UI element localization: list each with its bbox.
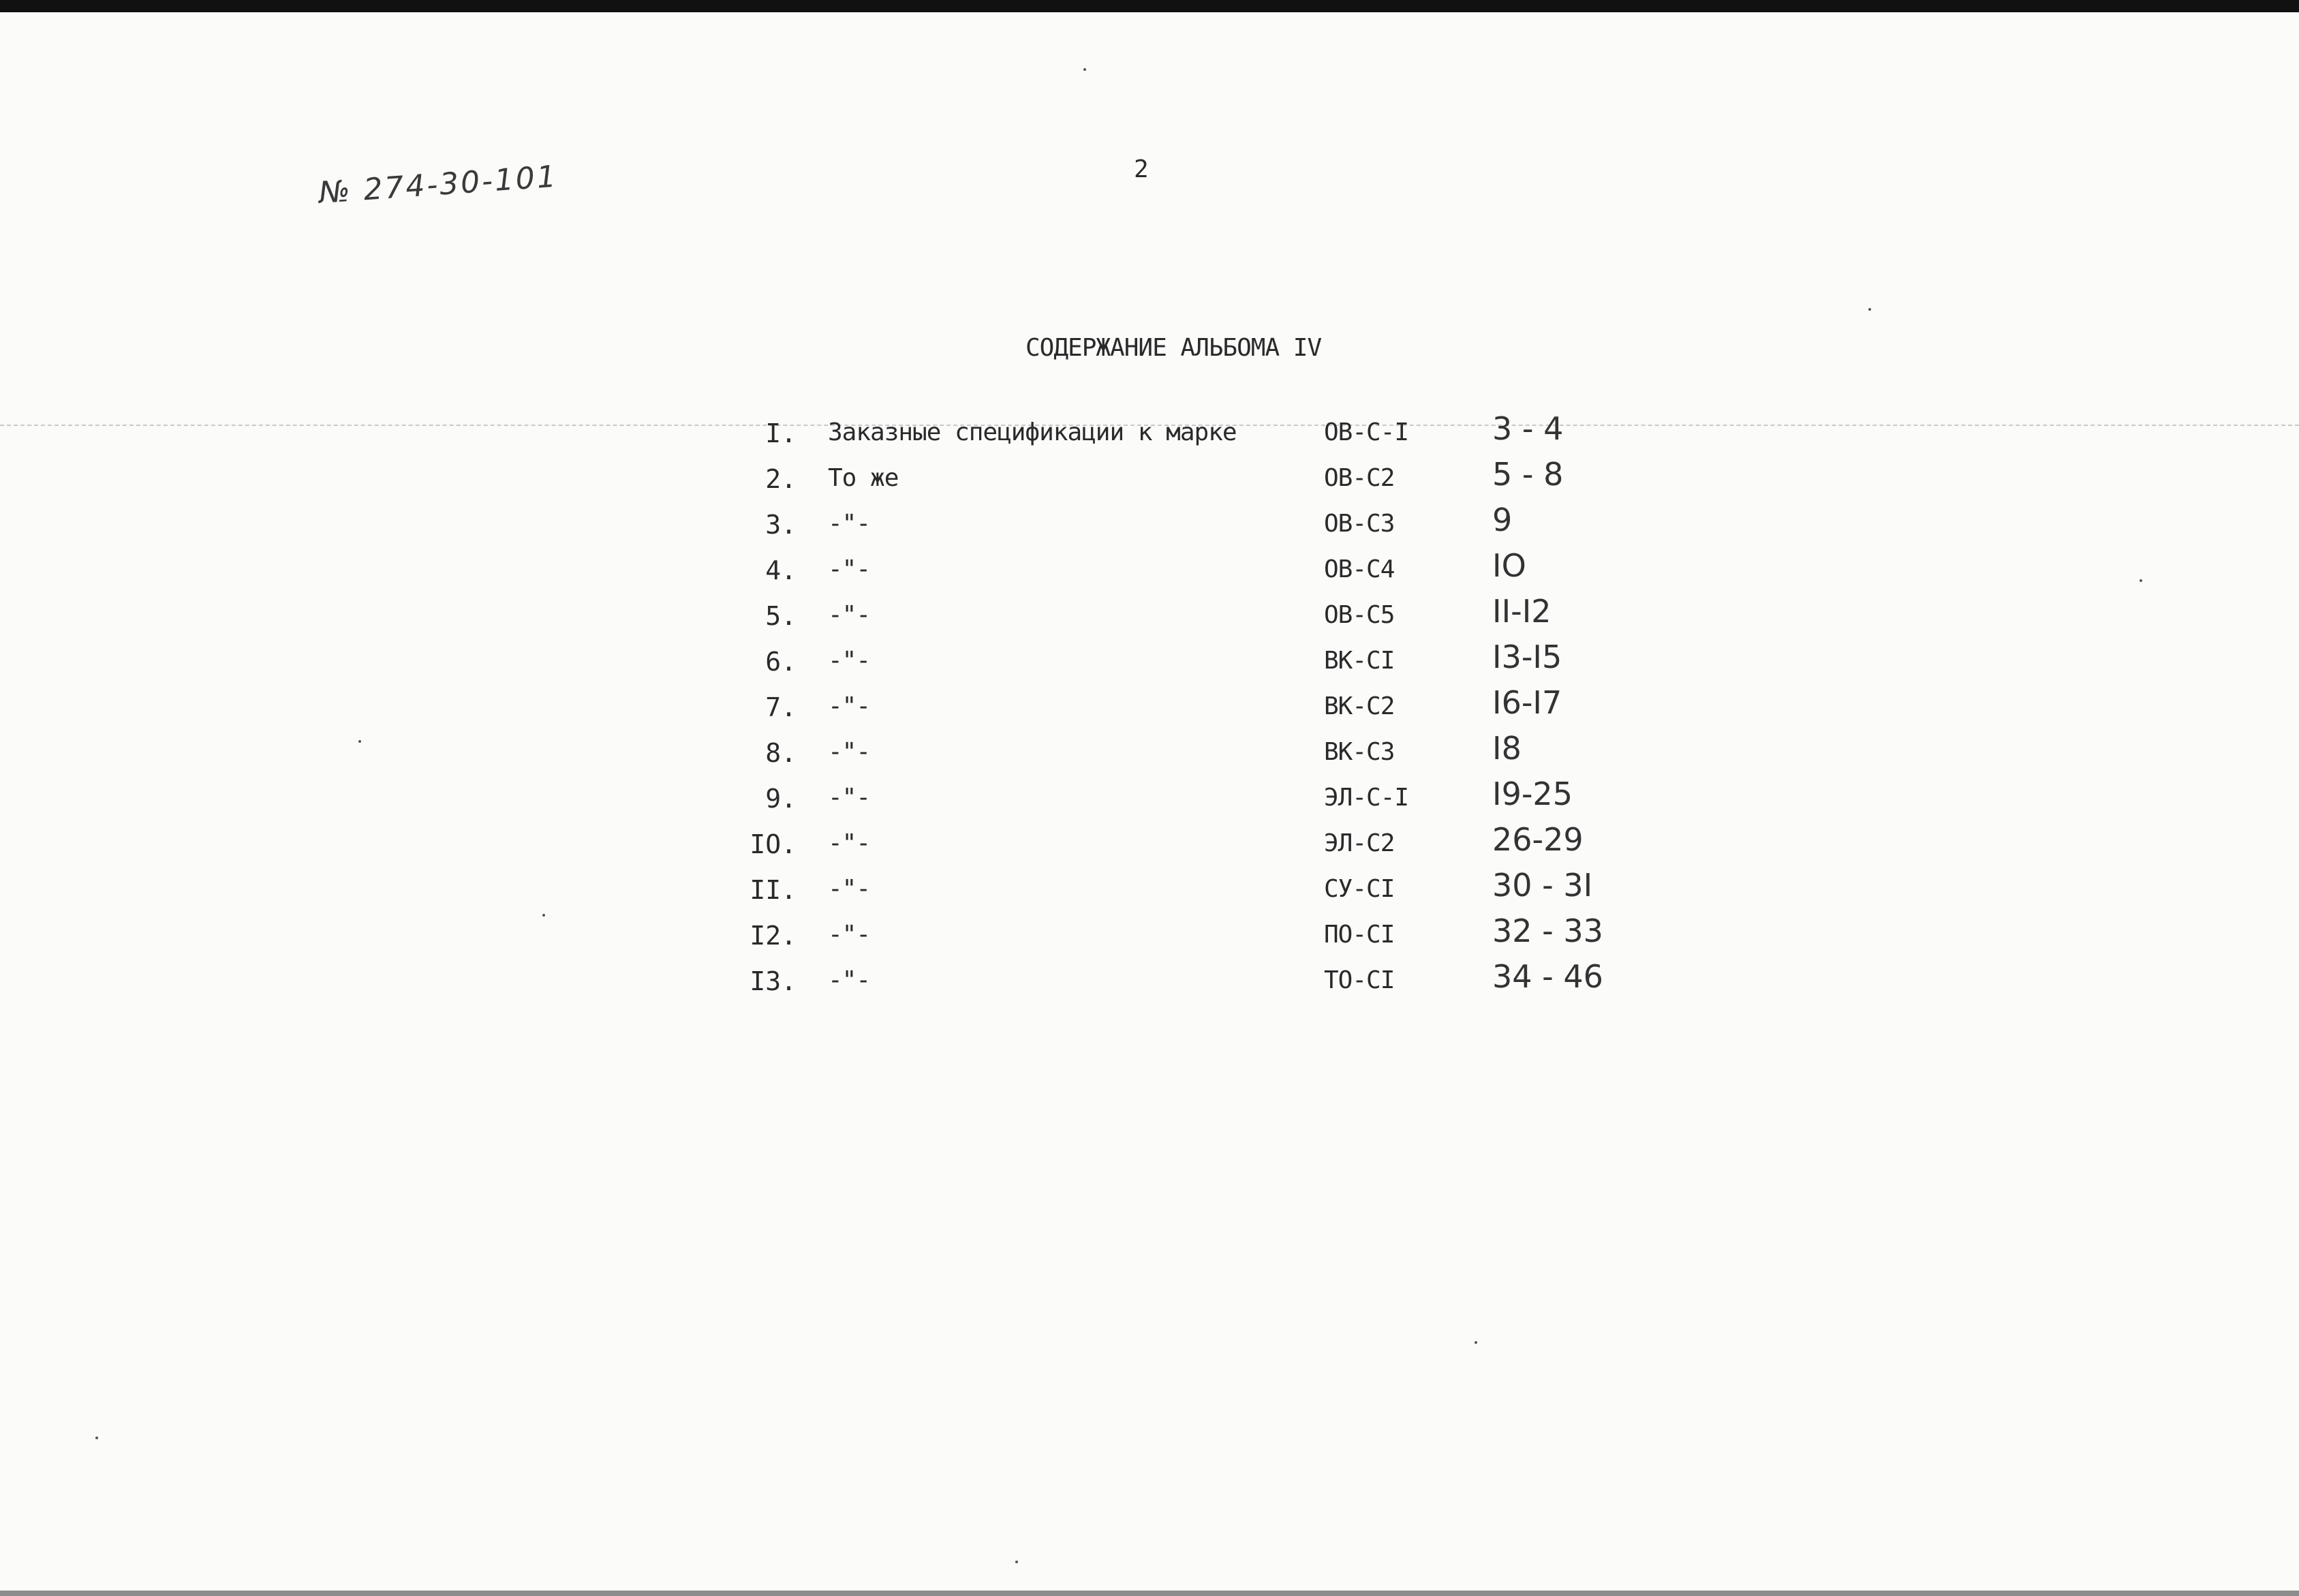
row-description: -"- <box>828 875 871 903</box>
row-number: 6. <box>765 647 797 677</box>
table-row <box>0 502 2299 551</box>
page-number: 2 <box>1134 155 1149 183</box>
row-code: ВК-С3 <box>1324 738 1395 766</box>
row-number: 9. <box>765 784 797 814</box>
table-row <box>0 547 2299 596</box>
row-description: -"- <box>828 510 871 538</box>
row-number: II. <box>750 875 797 905</box>
row-pages: I3-I5 <box>1492 639 1562 675</box>
row-number: I3. <box>750 966 797 996</box>
row-pages: I9-25 <box>1492 776 1573 812</box>
row-description: -"- <box>828 692 871 720</box>
table-row <box>0 730 2299 779</box>
scan-speck <box>1083 68 1086 71</box>
document-reference: № 274-30-101 <box>318 159 559 211</box>
row-pages: I8 <box>1492 730 1522 767</box>
row-pages: II-I2 <box>1492 593 1552 630</box>
table-row <box>0 821 2299 870</box>
row-number: I. <box>765 418 797 448</box>
row-description: Заказные спецификации к марке <box>828 418 1237 446</box>
row-number: I2. <box>750 921 797 951</box>
row-pages: IO <box>1492 547 1526 584</box>
row-code: ОВ-С4 <box>1324 555 1395 583</box>
scan-speck <box>1475 1341 1477 1344</box>
row-number: 5. <box>765 601 797 631</box>
scan-speck <box>95 1437 98 1439</box>
row-pages: 9 <box>1492 502 1513 538</box>
table-row <box>0 456 2299 505</box>
row-pages: I6-I7 <box>1492 684 1562 721</box>
table-row <box>0 958 2299 1007</box>
table-row <box>0 639 2299 688</box>
row-description: -"- <box>828 966 871 994</box>
row-number: IO. <box>750 829 797 859</box>
row-pages: 3 - 4 <box>1492 410 1564 447</box>
row-description: -"- <box>828 601 871 629</box>
scan-speck <box>358 740 361 743</box>
row-description: -"- <box>828 784 871 812</box>
row-code: СУ-СI <box>1324 875 1395 903</box>
row-code: ОВ-С5 <box>1324 601 1395 629</box>
scan-speck <box>1868 308 1871 311</box>
row-description: -"- <box>828 555 871 583</box>
row-code: ПО-СI <box>1324 921 1395 949</box>
scan-speck <box>542 914 545 917</box>
row-pages: 26-29 <box>1492 821 1584 858</box>
row-description: -"- <box>828 829 871 857</box>
table-row <box>0 776 2299 825</box>
scan-speck <box>2140 579 2142 582</box>
row-description: -"- <box>828 738 871 766</box>
row-pages: 30 - 3I <box>1492 867 1593 904</box>
page-title: СОДЕРЖАНИЕ АЛЬБОМА IV <box>1025 334 1322 362</box>
row-code: ВК-СI <box>1324 647 1395 675</box>
row-code: ЭЛ-С-I <box>1324 784 1409 812</box>
row-number: 2. <box>765 464 797 494</box>
row-pages: 32 - 33 <box>1492 912 1603 949</box>
row-description: -"- <box>828 921 871 949</box>
row-code: ОВ-С3 <box>1324 510 1395 538</box>
row-code: ОВ-С-I <box>1324 418 1409 446</box>
row-code: ЭЛ-С2 <box>1324 829 1395 857</box>
scan-speck <box>1015 1561 1018 1563</box>
row-code: ВК-С2 <box>1324 692 1395 720</box>
row-pages: 5 - 8 <box>1492 456 1564 493</box>
row-code: ОВ-С2 <box>1324 464 1395 492</box>
scan-top-edge <box>0 0 2299 12</box>
row-description: То же <box>828 464 899 492</box>
table-row <box>0 867 2299 916</box>
row-description: -"- <box>828 647 871 675</box>
row-number: 4. <box>765 555 797 585</box>
table-row <box>0 593 2299 642</box>
table-row <box>0 684 2299 733</box>
row-number: 3. <box>765 510 797 540</box>
row-number: 8. <box>765 738 797 768</box>
table-row <box>0 410 2299 459</box>
row-pages: 34 - 46 <box>1492 958 1603 995</box>
row-number: 7. <box>765 692 797 722</box>
row-code: ТО-СI <box>1324 966 1395 994</box>
table-row <box>0 912 2299 962</box>
scan-bottom-edge <box>0 1591 2299 1596</box>
